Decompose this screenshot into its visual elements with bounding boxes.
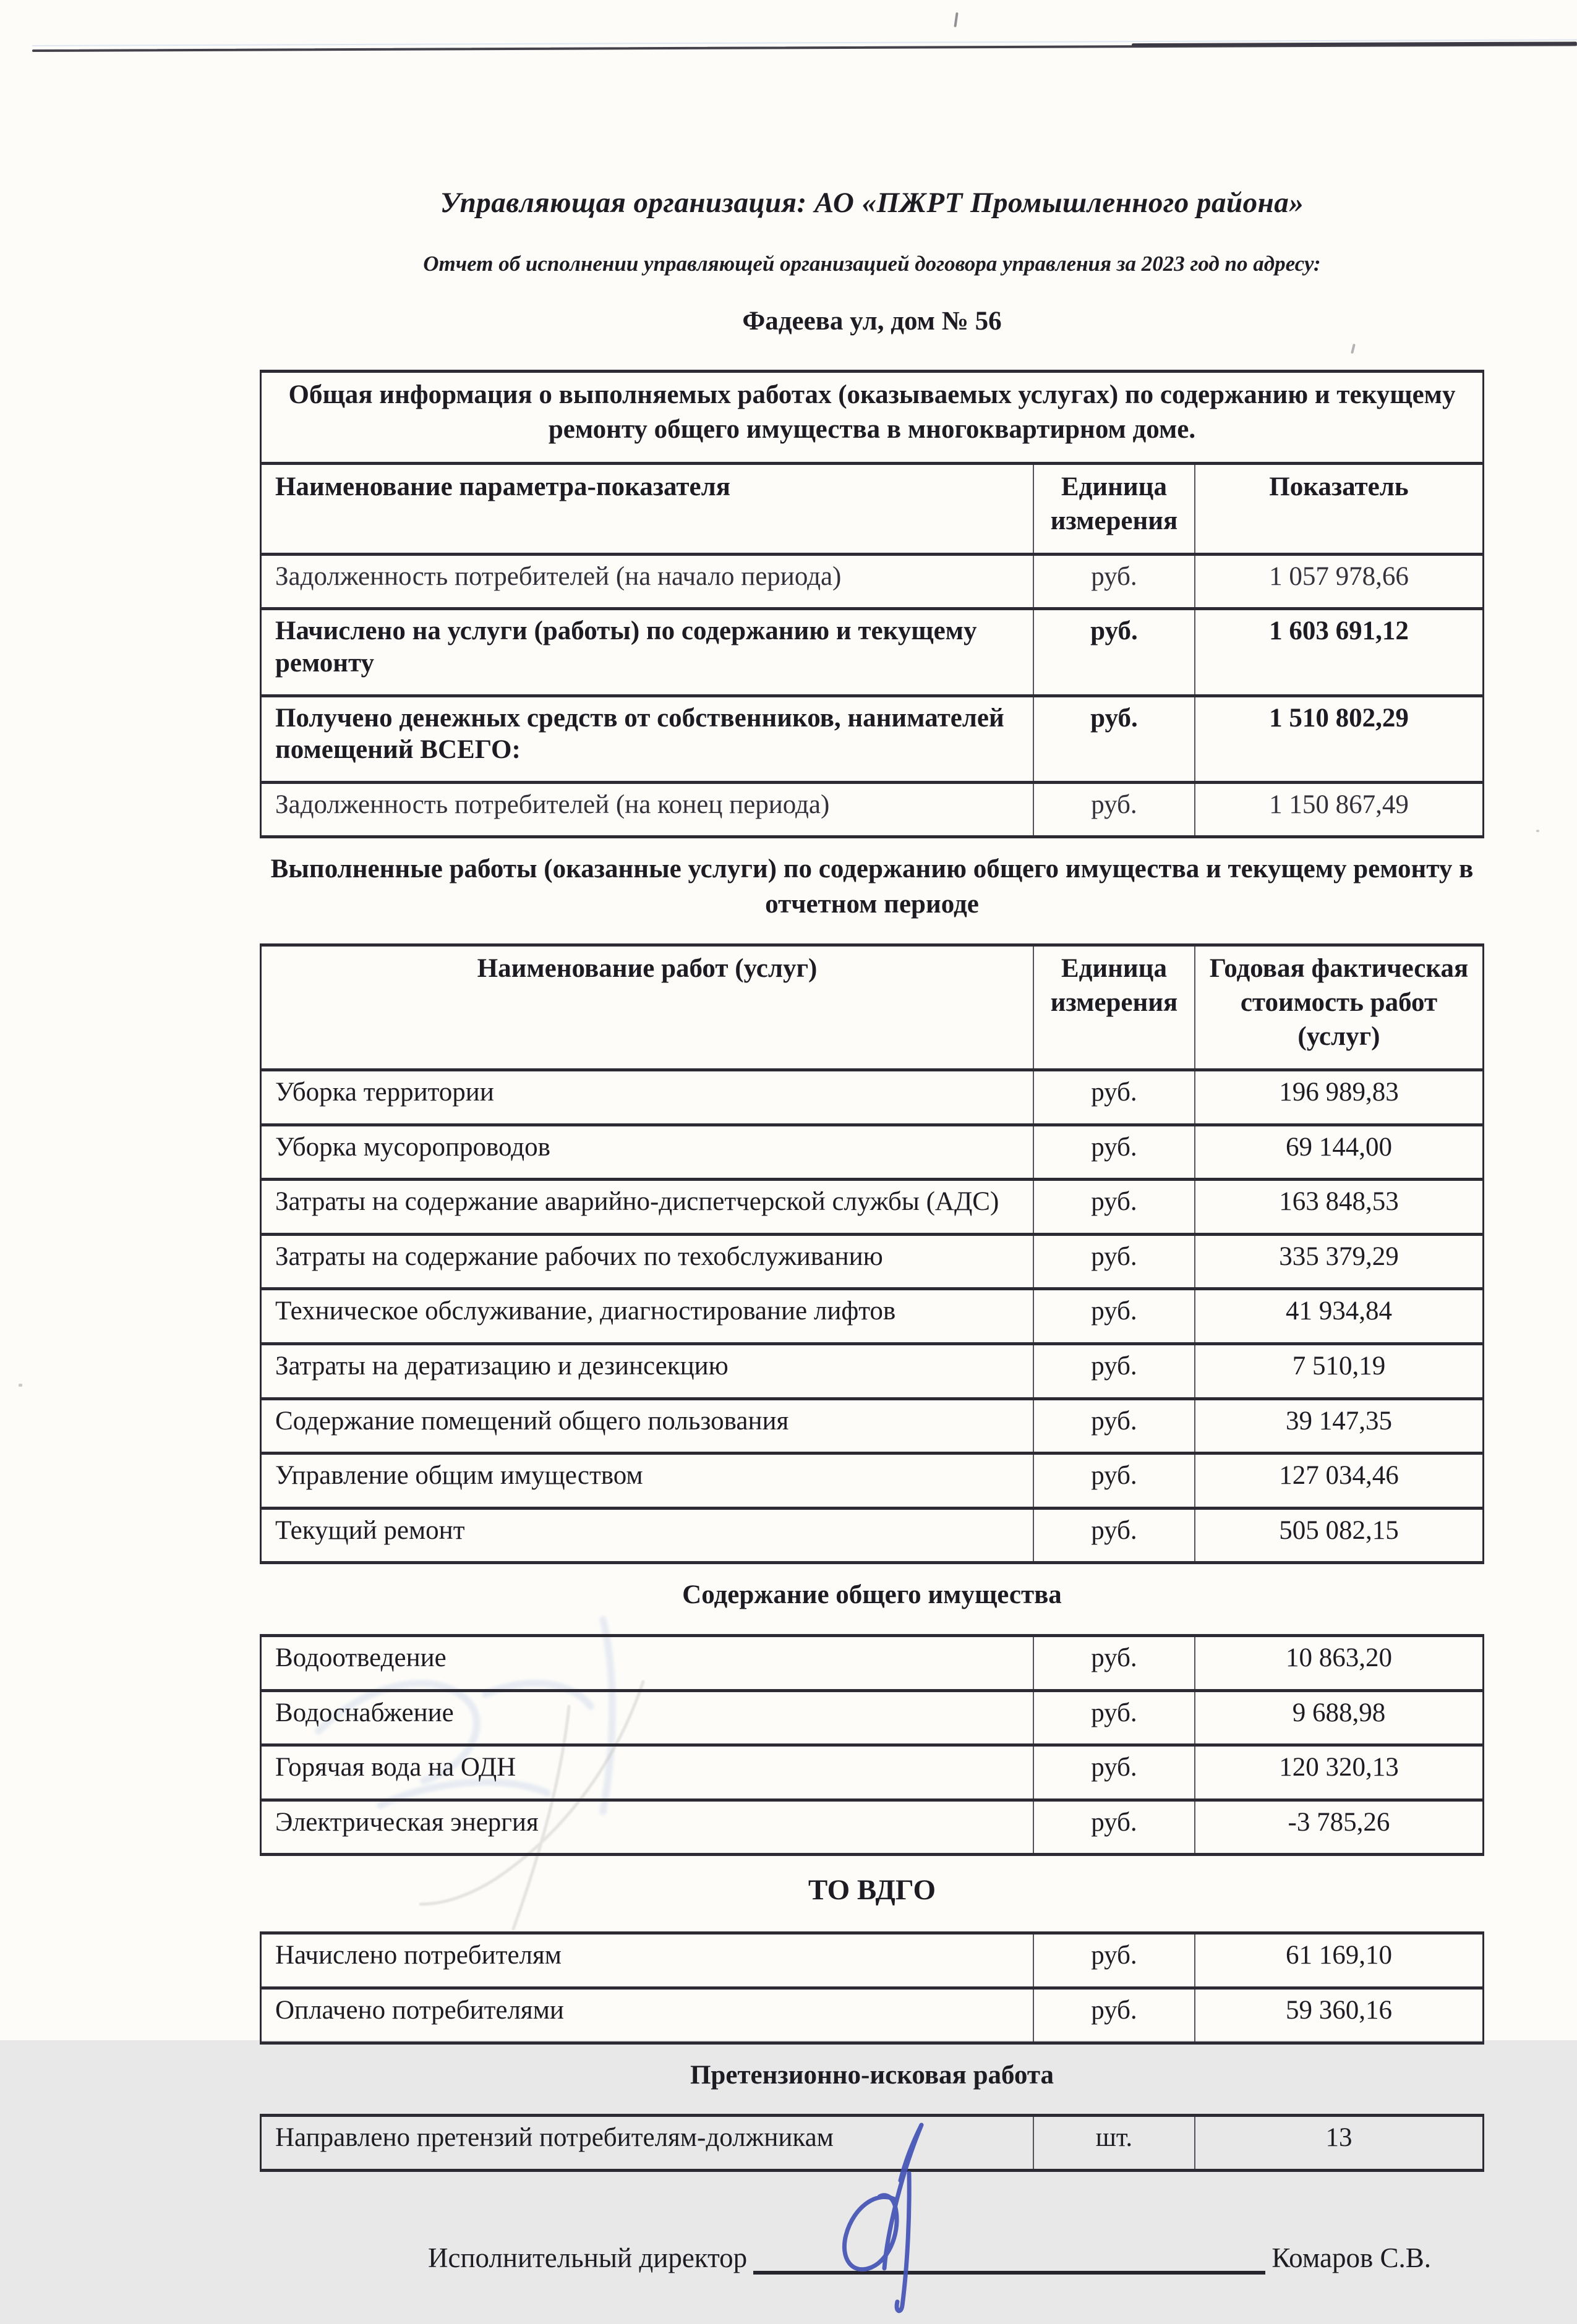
maintenance-section-heading: Содержание общего имущества: [682, 1580, 1062, 1610]
table-row: [261, 696, 1484, 782]
row-value: 127 034,46: [1195, 1454, 1484, 1509]
row-name: Электрическая энергия: [261, 1800, 1033, 1855]
row-value: 10 863,20: [1195, 1636, 1484, 1691]
row-name: Получено денежных средств от собственников, нанимателей помещений ВСЕГО:: [261, 696, 1033, 782]
document-address: Фадеева ул, дом № 56: [742, 307, 1002, 336]
scan-speck: [1536, 830, 1539, 832]
table-row: [261, 1800, 1484, 1855]
row-unit: руб.: [1033, 1745, 1195, 1800]
row-name: Управление общим имуществом: [261, 1454, 1033, 1509]
row-name: Начислено потребителям: [261, 1933, 1033, 1988]
row-value: -3 785,26: [1195, 1800, 1484, 1855]
document-subtitle: Отчет об исполнении управляющей организацией договора управления за 2023 год по адресу:: [423, 252, 1321, 276]
row-name: Задолженность потребителей (на начало периода): [261, 554, 1033, 609]
row-unit: руб.: [1033, 609, 1195, 696]
row-name: Техническое обслуживание, диагностирование лифтов: [261, 1289, 1033, 1344]
row-unit: руб.: [1033, 1933, 1195, 1988]
row-unit: руб.: [1033, 1800, 1195, 1855]
table-row: [261, 1234, 1484, 1289]
row-unit: руб.: [1033, 554, 1195, 609]
row-value: 1 510 802,29: [1195, 696, 1484, 782]
row-value: 13: [1195, 2116, 1484, 2171]
column-header-name: Наименование работ (услуг): [261, 945, 1033, 1070]
claims-table: [260, 2114, 1484, 2172]
row-unit: руб.: [1033, 1234, 1195, 1289]
row-value: 7 510,19: [1195, 1343, 1484, 1398]
table-header-row: [261, 463, 1484, 554]
table-row: [261, 1508, 1484, 1563]
row-value: 120 320,13: [1195, 1745, 1484, 1800]
row-unit: руб.: [1033, 1508, 1195, 1563]
row-value: 69 144,00: [1195, 1125, 1484, 1180]
row-name: Уборка мусоропроводов: [261, 1125, 1033, 1180]
table-row: [261, 554, 1484, 609]
row-name: Содержание помещений общего пользования: [261, 1398, 1033, 1454]
maintenance-table: [260, 1634, 1484, 1856]
table-row: [261, 1745, 1484, 1800]
table-row: [261, 1988, 1484, 2043]
table-row: [261, 1690, 1484, 1745]
row-value: 1 057 978,66: [1195, 554, 1484, 609]
row-name: Затраты на дератизацию и дезинсекцию: [261, 1343, 1033, 1398]
row-unit: руб.: [1033, 1125, 1195, 1180]
row-value: 505 082,15: [1195, 1508, 1484, 1563]
table-row: [261, 1454, 1484, 1509]
row-name: Затраты на содержание аварийно-диспетчерской службы (АДС): [261, 1180, 1033, 1235]
signature-block: [428, 2241, 1484, 2275]
row-name: Задолженность потребителей (на конец периода): [261, 782, 1033, 837]
row-value: 9 688,98: [1195, 1690, 1484, 1745]
scan-speck: [954, 12, 958, 27]
row-name: Уборка территории: [261, 1070, 1033, 1125]
row-unit: руб.: [1033, 1690, 1195, 1745]
row-unit: руб.: [1033, 782, 1195, 837]
document-content: [260, 185, 1484, 2275]
vdgo-table: [260, 1931, 1484, 2044]
works-section-heading: Выполненные работы (оказанные услуги) по содержанию общего имущества и текущему ремонту в отчетном периоде: [270, 854, 1474, 919]
scan-speck: [19, 1384, 22, 1387]
row-name: Затраты на содержание рабочих по техобслуживанию: [261, 1234, 1033, 1289]
column-header-name: Наименование параметра-показателя: [261, 463, 1033, 554]
scan-artifact-line: [32, 43, 1577, 52]
table-row: [261, 1289, 1484, 1344]
row-name: Водоснабжение: [261, 1690, 1033, 1745]
table-row: [261, 1180, 1484, 1235]
table-caption-row: [261, 371, 1484, 463]
row-name: Водоотведение: [261, 1636, 1033, 1691]
row-unit: руб.: [1033, 1180, 1195, 1235]
signature-line: [753, 2263, 1265, 2275]
table-row: [261, 1070, 1484, 1125]
column-header-value: Показатель: [1195, 463, 1484, 554]
row-value: 59 360,16: [1195, 1988, 1484, 2043]
row-unit: руб.: [1033, 1454, 1195, 1509]
column-header-unit: Единица измерения: [1033, 463, 1195, 554]
row-value: 41 934,84: [1195, 1289, 1484, 1344]
row-value: 163 848,53: [1195, 1180, 1484, 1235]
row-unit: руб.: [1033, 1343, 1195, 1398]
table-row: [261, 1933, 1484, 1988]
row-value: 196 989,83: [1195, 1070, 1484, 1125]
table-row: [261, 1398, 1484, 1454]
row-value: 61 169,10: [1195, 1933, 1484, 1988]
document-title: Управляющая организация: АО «ПЖРТ Промышленного района»: [440, 187, 1304, 219]
works-table: [260, 943, 1484, 1564]
row-name: Горячая вода на ОДН: [261, 1745, 1033, 1800]
row-name: Оплачено потребителями: [261, 1988, 1033, 2043]
claims-section-heading: Претензионно-исковая работа: [690, 2060, 1054, 2090]
row-unit: шт.: [1033, 2116, 1195, 2171]
table-header-row: [261, 945, 1484, 1070]
table-row: [261, 1636, 1484, 1691]
table-row: [261, 1343, 1484, 1398]
table-row: [261, 1125, 1484, 1180]
signature-role: Исполнительный директор: [428, 2242, 748, 2274]
table-row: [261, 782, 1484, 837]
row-value: 39 147,35: [1195, 1398, 1484, 1454]
signature-name: Комаров С.В.: [1271, 2242, 1431, 2274]
column-header-unit: Единица измерения: [1033, 945, 1195, 1070]
row-unit: руб.: [1033, 1289, 1195, 1344]
row-value: 1 150 867,49: [1195, 782, 1484, 837]
table-caption: Общая информация о выполняемых работах (оказываемых услугах) по содержанию и текущему ремонту общего имущества в многоквартирном доме.: [261, 371, 1484, 463]
row-unit: руб.: [1033, 1988, 1195, 2043]
row-name: Текущий ремонт: [261, 1508, 1033, 1563]
table-row: [261, 609, 1484, 696]
table-row: [261, 2116, 1484, 2171]
row-name: Начислено на услуги (работы) по содержанию и текущему ремонту: [261, 609, 1033, 696]
row-unit: руб.: [1033, 1636, 1195, 1691]
row-value: 335 379,29: [1195, 1234, 1484, 1289]
vdgo-section-heading: ТО ВДГО: [808, 1874, 936, 1907]
row-unit: руб.: [1033, 1398, 1195, 1454]
row-name: Направлено претензий потребителям-должникам: [261, 2116, 1033, 2171]
row-unit: руб.: [1033, 1070, 1195, 1125]
row-value: 1 603 691,12: [1195, 609, 1484, 696]
column-header-value: Годовая фактическая стоимость работ (услуг): [1195, 945, 1484, 1070]
row-unit: руб.: [1033, 696, 1195, 782]
general-info-table: [260, 370, 1484, 838]
